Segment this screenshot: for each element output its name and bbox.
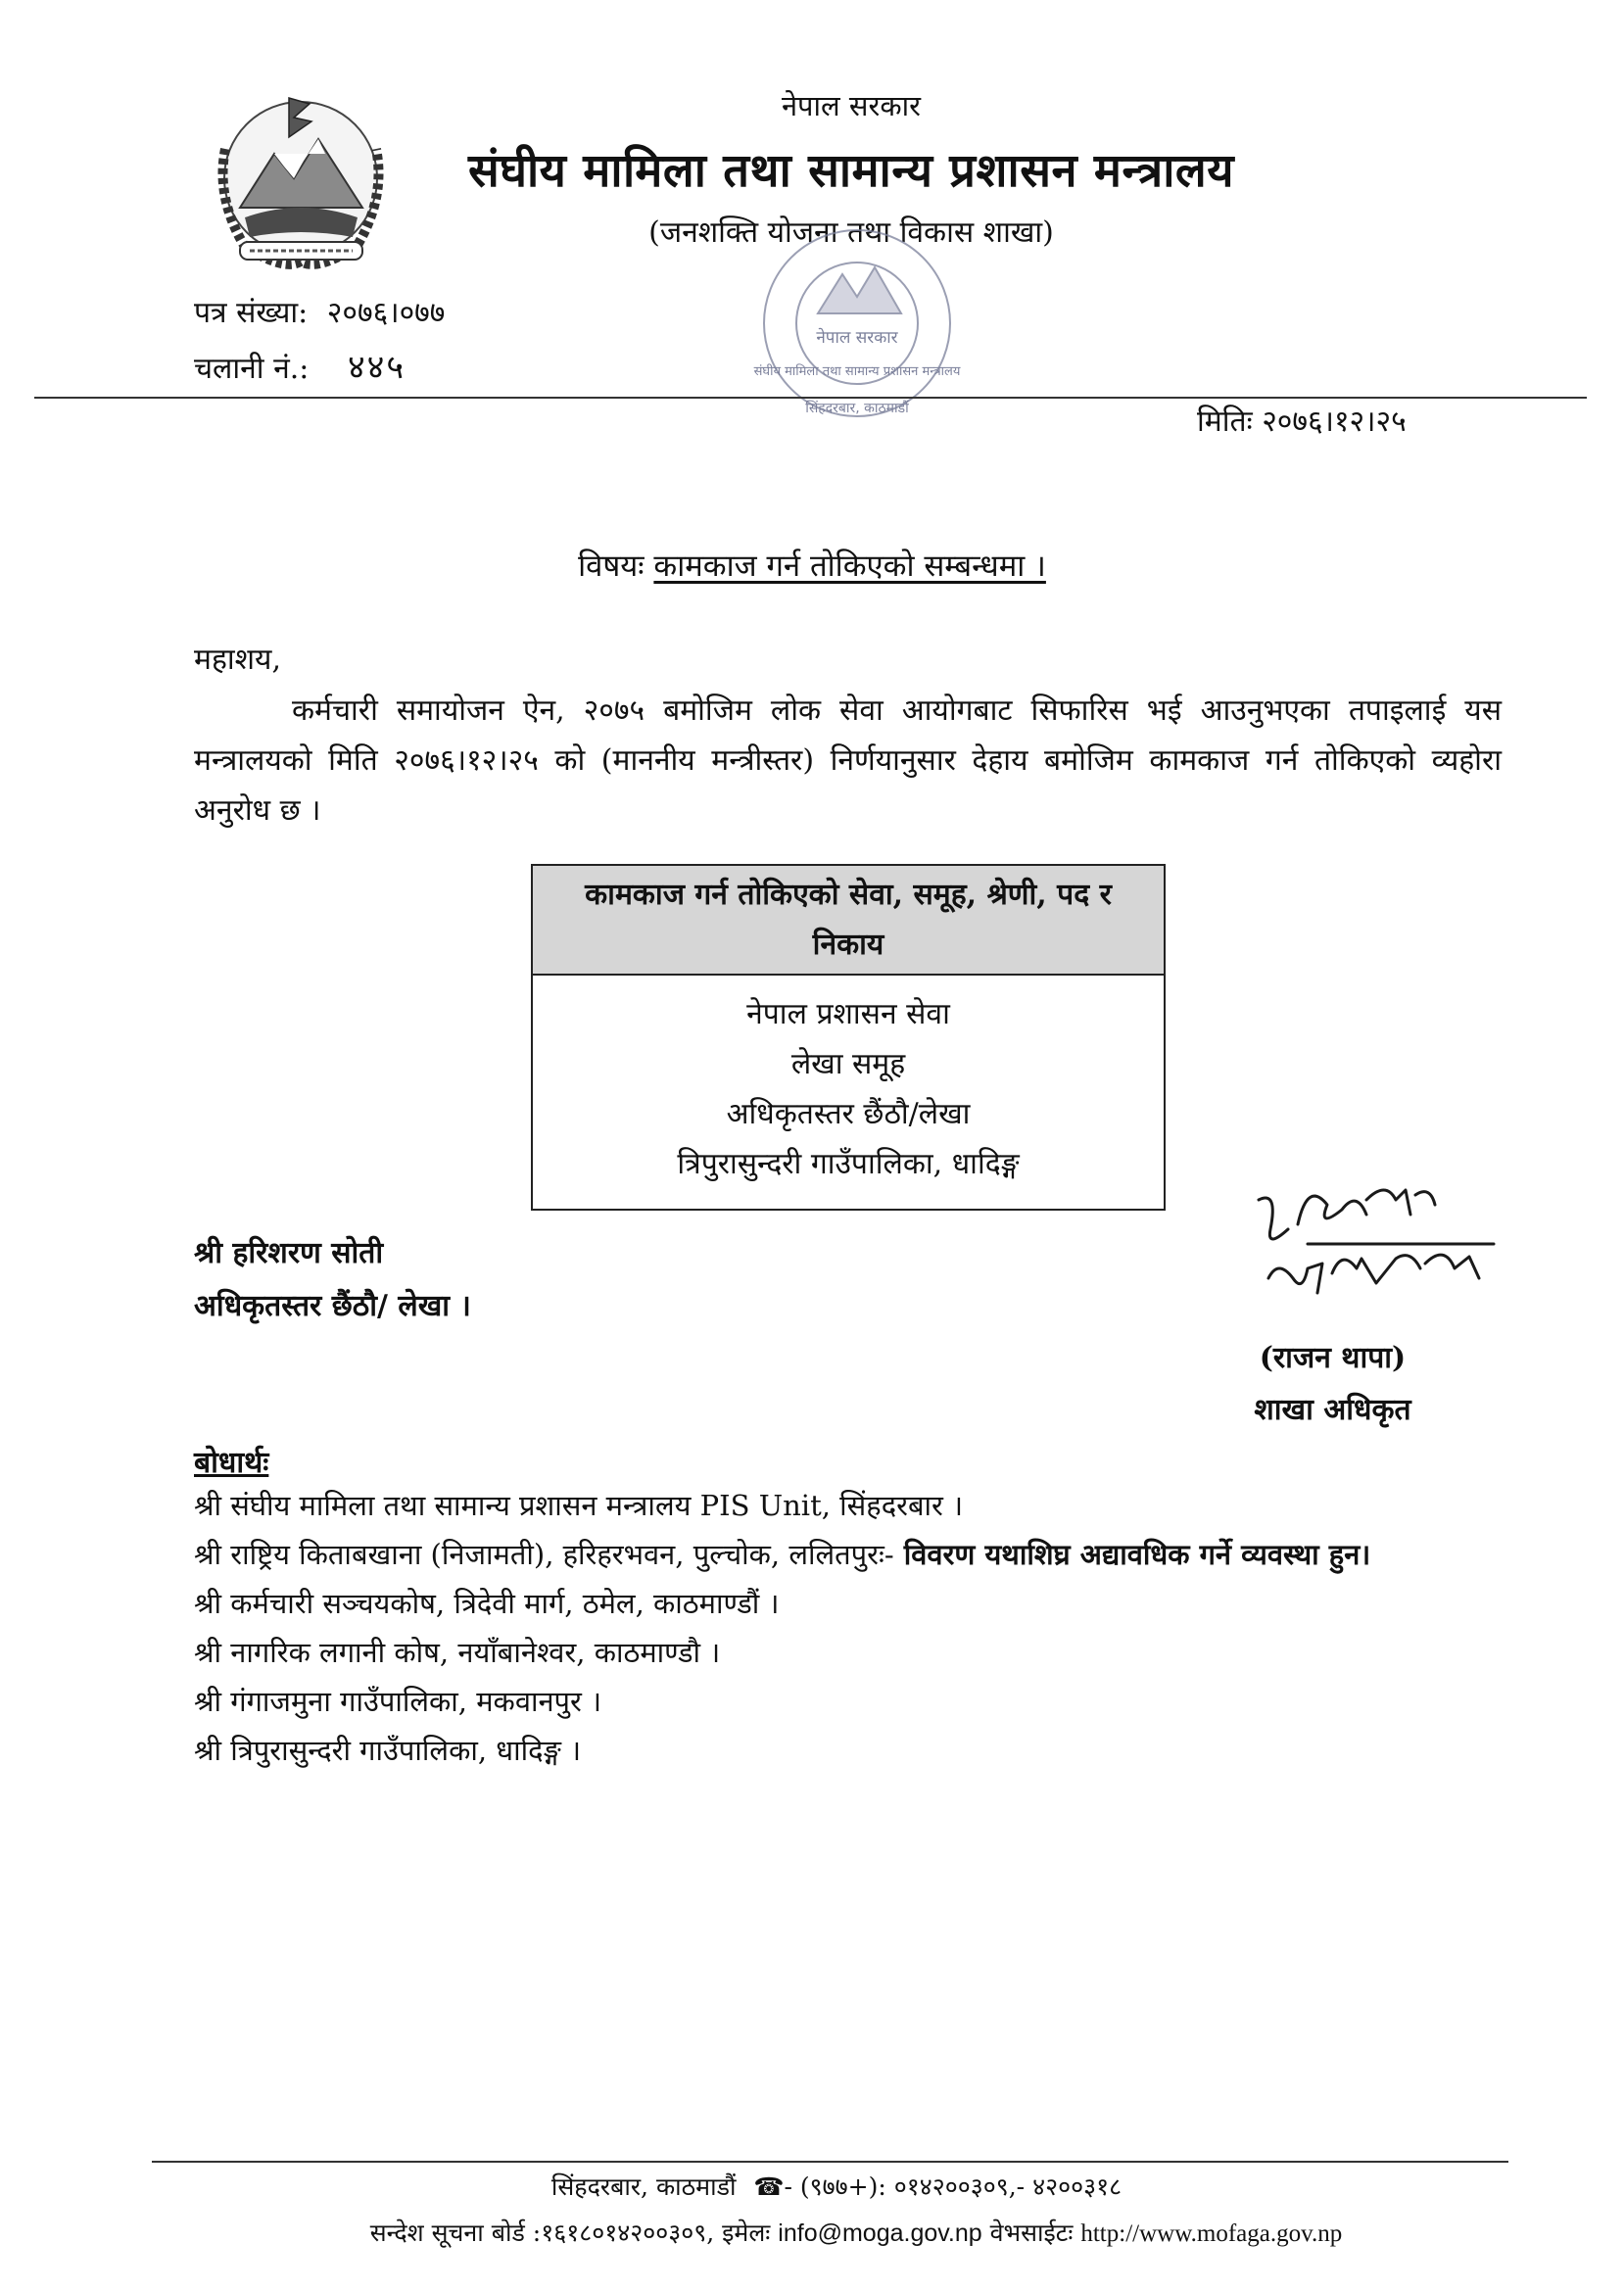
recipient-position: अधिकृतस्तर छैंठौ/ लेखा । bbox=[194, 1289, 471, 1323]
cc-list bbox=[194, 1481, 1370, 1775]
dispatch-number bbox=[194, 343, 406, 388]
subject-text: कामकाज गर्न तोकिएको सम्बन्धमा । bbox=[653, 549, 1046, 584]
recipient-name: श्री हरिशरण सोती bbox=[194, 1236, 384, 1270]
recipient-block bbox=[194, 1227, 471, 1333]
footer-phone: - (९७७+): ०१४२००३०९,- ४२००३१८ bbox=[784, 2172, 1122, 2201]
assignment-table bbox=[531, 864, 1166, 1211]
subject-line bbox=[0, 545, 1624, 586]
telephone-icon: ☎ bbox=[753, 2172, 785, 2201]
salutation: महाशय, bbox=[194, 643, 281, 677]
dispatch-number-label: चलानी नं.: bbox=[194, 352, 310, 386]
assignment-table-body bbox=[532, 975, 1165, 1210]
date-value: २०७६।१२।२५ bbox=[1262, 405, 1407, 439]
ministry-title: संघीय मामिला तथा सामान्य प्रशासन मन्त्रालय bbox=[467, 144, 1235, 198]
branch-name: (जनशक्ति योजना तथा विकास शाखा) bbox=[648, 215, 1054, 250]
cc-text: श्री संघीय मामिला तथा सामान्य प्रशासन मन्त्रालय PIS Unit, सिंहदरबार । bbox=[194, 1489, 964, 1522]
assignment-level: अधिकृतस्तर छैंठौ/लेखा bbox=[726, 1097, 971, 1131]
website-link[interactable]: http://www.mofaga.gov.np bbox=[1080, 2220, 1343, 2247]
footer-contact-line bbox=[0, 2216, 1624, 2249]
cc-text: श्री नागरिक लगानी कोष, नयाँबानेश्वर, काठमाण्डौ । bbox=[194, 1636, 721, 1669]
list-item bbox=[194, 1530, 1370, 1579]
list-item bbox=[194, 1481, 1370, 1530]
officer-title: शाखा अधिकृत bbox=[1254, 1393, 1411, 1427]
assignment-service: नेपाल प्रशासन सेवा bbox=[746, 997, 950, 1031]
cc-text: श्री गंगाजमुना गाउँपालिका, मकवानपुर । bbox=[194, 1685, 602, 1718]
assignment-office: त्रिपुरासुन्दरी गाउँपालिका, धादिङ्ग bbox=[677, 1147, 1020, 1181]
handwritten-signature-icon bbox=[1249, 1170, 1513, 1317]
stamp-text-ring: संघीय मामिला तथा सामान्य प्रशासन मन्त्रालय bbox=[753, 364, 961, 379]
government-label: नेपाल सरकार bbox=[781, 89, 922, 122]
ministry-round-stamp-icon bbox=[720, 220, 989, 426]
notice-board-value: १६१८०१४२००३०९, bbox=[541, 2219, 715, 2247]
cc-text: श्री राष्ट्रिय किताबखाना (निजामती), हरिहरभवन, पुल्चोक, ललितपुरः- bbox=[194, 1538, 894, 1571]
cc-note: विवरण यथाशिघ्र अद्यावधिक गर्ने व्यवस्था हुन। bbox=[893, 1538, 1371, 1571]
dispatch-number-value: ४४५ bbox=[347, 348, 406, 387]
notice-board-label: सन्देश सूचना बोर्ड : bbox=[369, 2219, 542, 2247]
list-item bbox=[194, 1628, 1370, 1677]
cc-text: श्री कर्मचारी सञ्चयकोष, त्रिदेवी मार्ग, ठमेल, काठमाण्डौं । bbox=[194, 1587, 780, 1620]
letter-date bbox=[1197, 400, 1407, 440]
footer-divider bbox=[152, 2161, 1508, 2163]
body-paragraph: कर्मचारी समायोजन ऐन, २०७५ बमोजिम लोक सेवा आयोगबाट सिफारिस भई आउनुभएका तपाइलाई यस मन्त्रालयको मिति २०७६।१२।२५ को (माननीय मन्त्रीस्तर) निर्णयानुसार देहाय बमोजिम कामकाज गर्न तोकिएको व्यहोरा अनुरोध छ । bbox=[194, 693, 1502, 828]
letter-number-value: २०७६।०७७ bbox=[326, 296, 446, 330]
footer-address-line bbox=[0, 2170, 1624, 2203]
header-divider bbox=[34, 397, 1587, 399]
cc-text: श्री त्रिपुरासुन्दरी गाउँपालिका, धादिङ्ग । bbox=[194, 1734, 582, 1767]
assignment-group: लेखा समूह bbox=[790, 1047, 906, 1081]
footer-address: सिंहदरबार, काठमाडौं bbox=[550, 2172, 737, 2201]
stamp-text-bottom: सिंहदरबार, काठमाडौं bbox=[805, 401, 909, 416]
email-label: इमेलः bbox=[722, 2219, 771, 2247]
list-item bbox=[194, 1726, 1370, 1775]
cc-heading: बोधार्थः bbox=[194, 1446, 269, 1480]
subject-label: विषयः bbox=[578, 549, 645, 584]
date-label: मितिः bbox=[1197, 405, 1253, 439]
list-item bbox=[194, 1677, 1370, 1726]
stamp-text-top: नेपाल सरकार bbox=[816, 328, 898, 348]
officer-block bbox=[1213, 1332, 1453, 1436]
assignment-table-header: कामकाज गर्न तोकिएको सेवा, समूह, श्रेणी, पद र निकाय bbox=[532, 865, 1165, 975]
letter-number-label: पत्र संख्या: bbox=[194, 296, 309, 330]
website-label: वेभसाईटः bbox=[989, 2219, 1074, 2247]
officer-name: (राजन थापा) bbox=[1259, 1341, 1407, 1375]
email-link[interactable]: info@moga.gov.np bbox=[778, 2219, 982, 2247]
letter-number bbox=[194, 291, 445, 331]
list-item bbox=[194, 1579, 1370, 1628]
